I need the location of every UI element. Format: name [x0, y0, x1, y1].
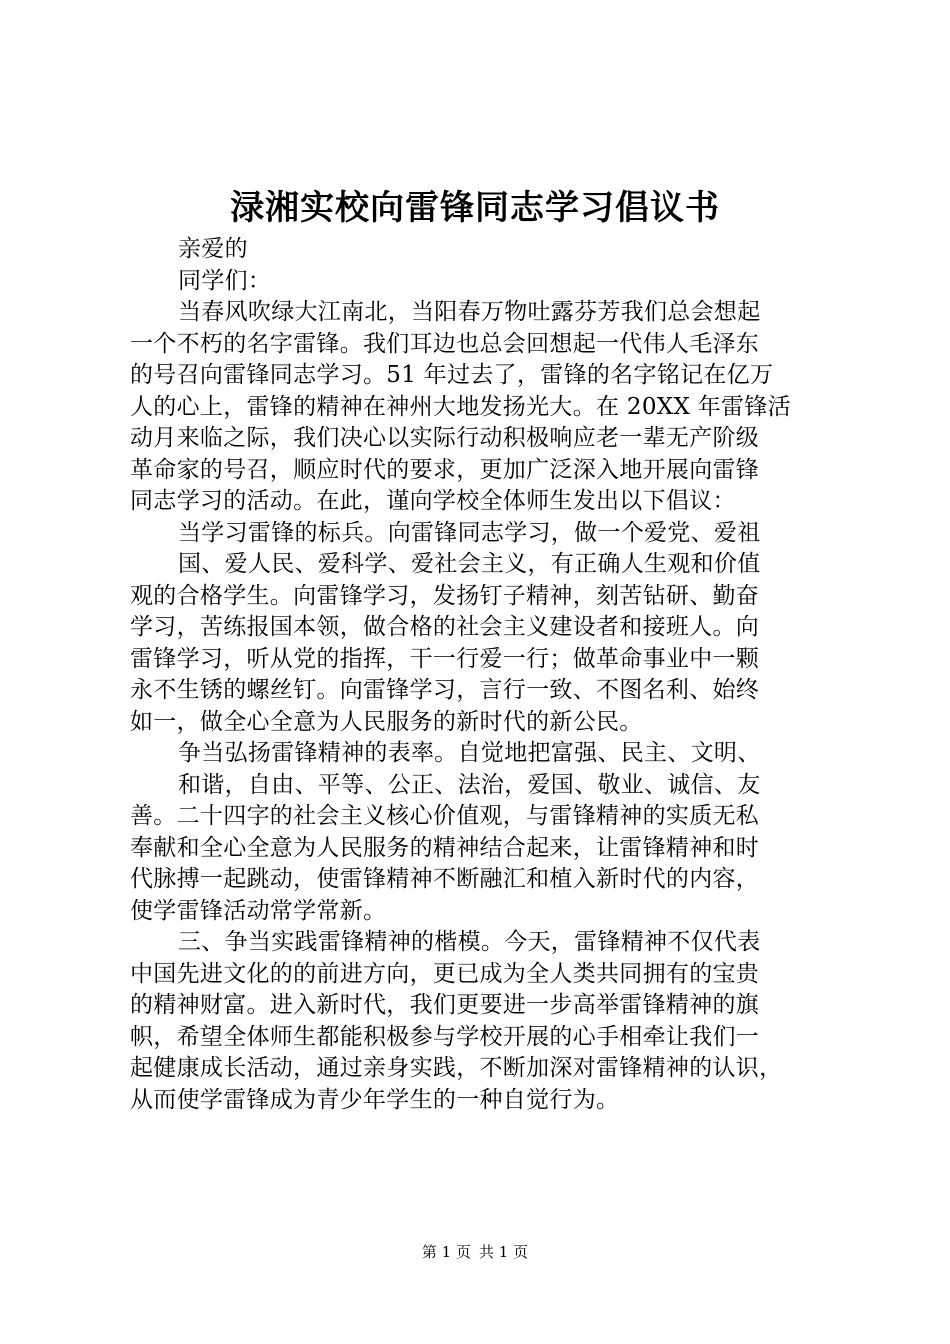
- body-line: 国、爱人民、爱科学、爱社会主义，有正确人生观和价值: [178, 551, 761, 577]
- page-total: 共 1 页: [479, 1243, 529, 1261]
- body-line: 学习，苦练报国本领，做合格的社会主义建设者和接班人。向: [130, 614, 760, 640]
- document-title: 渌湘实校向雷锋同志学习倡议书: [230, 188, 720, 228]
- body-line: 善。二十四字的社会主义核心价值观，与雷锋精神的实质无私: [130, 803, 760, 829]
- body-line: 的号召向雷锋同志学习。51 年过去了，雷锋的名字铭记在亿万: [130, 362, 774, 388]
- body-line: 如一，做全心全意为人民服务的新时代的新公民。: [130, 708, 643, 735]
- body-line: 人的心上，雷锋的精神在神州大地发扬光大。在 20XX 年雷锋活: [130, 393, 791, 420]
- body-line: 同志学习的活动。在此，谨向学校全体师生发出以下倡议：: [130, 488, 736, 514]
- body-line: 动月来临之际，我们决心以实际行动积极响应老一辈无产阶级: [130, 425, 760, 451]
- body-line: 起健康成长活动，通过亲身实践，不断加深对雷锋精神的认识，: [130, 1055, 783, 1081]
- body-line: 的精神财富。进入新时代，我们更要进一步高举雷锋精神的旗: [130, 992, 760, 1018]
- body-line: 当学习雷锋的标兵。向雷锋同志学习，做一个爱党、爱祖: [178, 519, 761, 546]
- body-line: 三、争当实践雷锋精神的楷模。今天，雷锋精神不仅代表: [178, 929, 761, 955]
- body-line: 中国先进文化的的前进方向，更已成为全人类共同拥有的宝贵: [130, 960, 760, 987]
- salutation-line-1: 亲爱的: [178, 236, 248, 262]
- body-line: 和谐，自由、平等、公正、法治，爱国、敬业、诚信、友: [178, 771, 761, 798]
- page-number: 第 1 页: [421, 1243, 471, 1261]
- page-footer: [0, 1242, 950, 1262]
- body-line: 从而使学雷锋成为青少年学生的一种自觉行为。: [130, 1086, 620, 1113]
- body-line: 一个不朽的名字雷锋。我们耳边也总会回想起一代伟人毛泽东: [130, 330, 760, 357]
- body-line: 使学雷锋活动常学常新。: [130, 897, 387, 924]
- body-line: 革命家的号召，顺应时代的要求，更加广泛深入地开展向雷锋: [130, 456, 760, 483]
- body-line: 争当弘扬雷锋精神的表率。自觉地把富强、民主、文明、: [178, 740, 761, 766]
- document-body: [130, 234, 842, 1116]
- body-line: 观的合格学生。向雷锋学习，发扬钉子精神，刻苦钻研、勤奋: [130, 582, 760, 609]
- body-line: 奉献和全心全意为人民服务的精神结合起来，让雷锋精神和时: [130, 834, 760, 861]
- salutation-line-2: 同学们：: [178, 267, 272, 294]
- body-line: 永不生锈的螺丝钉。向雷锋学习，言行一致、不图名利、始终: [130, 677, 760, 703]
- body-line: 当春风吹绿大江南北，当阳春万物吐露芬芳我们总会想起: [178, 299, 761, 325]
- body-line: 雷锋学习，听从党的指挥，干一行爱一行；做革命事业中一颗: [130, 645, 760, 672]
- body-line: 代脉搏一起跳动，使雷锋精神不断融汇和植入新时代的内容，: [130, 866, 760, 892]
- body-line: 帜，希望全体师生都能积极参与学校开展的心手相牵让我们一: [130, 1023, 760, 1050]
